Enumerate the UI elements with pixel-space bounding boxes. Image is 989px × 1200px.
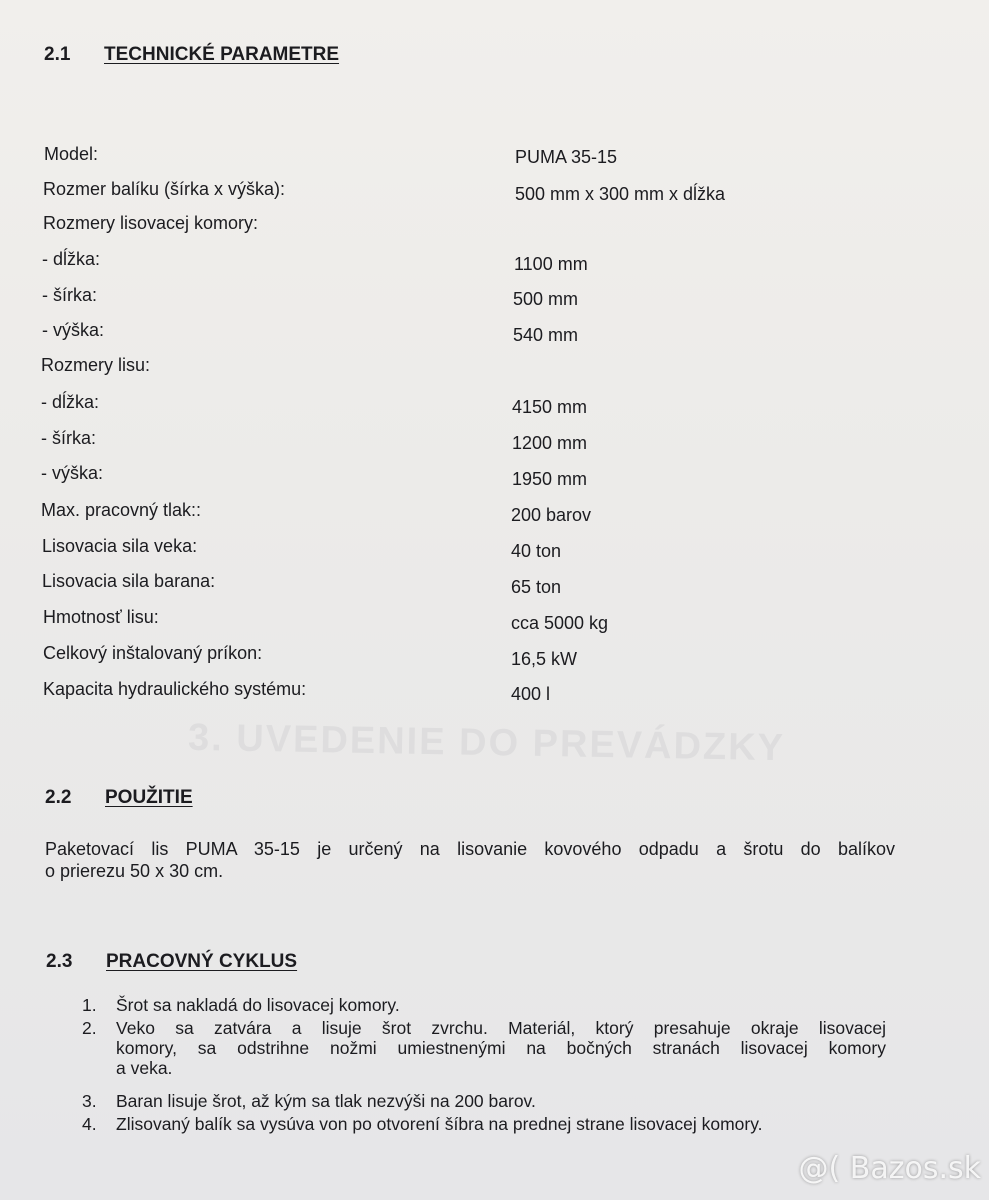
list-item [82, 1114, 892, 1136]
param-label-weight: Hmotnosť lisu: [43, 607, 159, 627]
param-value-bale: 500 mm x 300 mm x dĺžka [515, 184, 726, 204]
param-label-chamber-height: - výška: [42, 320, 105, 340]
usage-paragraph [45, 838, 895, 882]
param-value-ram-force: 65 ton [511, 577, 562, 597]
param-label-press-length: - dĺžka: [41, 392, 100, 412]
param-value-weight: cca 5000 kg [511, 613, 609, 633]
section-heading-work-cycle [46, 951, 297, 973]
param-label-model: Model: [44, 144, 99, 164]
list-item-text-line-3: a veka. [116, 1058, 173, 1078]
param-value-hydraulic: 400 l [511, 684, 551, 704]
param-label-press: Rozmery lisu: [41, 355, 151, 375]
param-value-chamber-width: 500 mm [513, 289, 579, 309]
section-title: TECHNICKÉ PARAMETRE [104, 44, 340, 65]
param-value-chamber-length: 1100 mm [514, 254, 588, 274]
usage-line-1: Paketovací lis PUMA 35-15 je určený na lisovanie kovového odpadu a šrotu do balíkov [45, 839, 895, 859]
param-label-lid-force: Lisovacia sila veka: [42, 536, 198, 556]
param-value-pressure: 200 barov [511, 505, 592, 525]
param-label-press-height: - výška: [41, 463, 104, 483]
param-value-lid-force: 40 ton [511, 541, 562, 561]
bleed-through-heading: 3. UVEDENIE DO PREVÁDZKY [187, 716, 786, 770]
param-label-power: Celkový inštalovaný príkon: [43, 643, 263, 663]
list-item [82, 1091, 892, 1113]
param-label-chamber-length: - dĺžka: [42, 249, 101, 269]
list-item [82, 1018, 892, 1084]
param-value-press-height: 1950 mm [512, 469, 588, 489]
section-heading-technical-parameters [44, 44, 339, 66]
bazos-watermark: @( Bazos.sk [798, 1151, 981, 1186]
list-item-text: Baran lisuje šrot, až kým sa tlak nezvýši na 200 barov. [116, 1091, 536, 1111]
param-label-pressure: Max. pracovný tlak:: [41, 500, 202, 520]
usage-line-2: o prierezu 50 x 30 cm. [45, 861, 224, 881]
list-item [82, 995, 892, 1017]
list-item-text-line-2: komory, sa odstrihne nožmi umiestnenými na bočných stranách lisovacej komory [116, 1038, 886, 1058]
section-number: 2.1 [44, 44, 71, 65]
param-value-model: PUMA 35-15 [515, 147, 618, 167]
param-label-hydraulic: Kapacita hydraulického systému: [43, 679, 307, 699]
list-item-number: 1. [82, 995, 97, 1015]
param-value-press-length: 4150 mm [512, 397, 588, 417]
param-label-ram-force: Lisovacia sila barana: [42, 571, 216, 591]
list-item-number: 3. [82, 1091, 97, 1111]
param-label-bale: Rozmer balíku (šírka x výška): [43, 179, 286, 199]
section-number: 2.2 [45, 787, 72, 808]
param-label-chamber: Rozmery lisovacej komory: [43, 213, 259, 233]
section-number: 2.3 [46, 951, 73, 972]
section-title: POUŽITIE [105, 787, 193, 808]
param-label-chamber-width: - šírka: [42, 285, 98, 305]
param-value-chamber-height: 540 mm [513, 325, 579, 345]
list-item-text-line-1: Veko sa zatvára a lisuje šrot zvrchu. Materiál, ktorý presahuje okraje lisovacej [116, 1018, 886, 1038]
section-title: PRACOVNÝ CYKLUS [106, 951, 298, 972]
list-item-number: 2. [82, 1018, 97, 1038]
list-item-text: Zlisovaný balík sa vysúva von po otvorení šíbra na prednej strane lisovacej komory. [116, 1114, 763, 1134]
param-value-power: 16,5 kW [511, 649, 578, 669]
list-item-text: Šrot sa nakladá do lisovacej komory. [116, 995, 400, 1015]
section-heading-usage [45, 787, 193, 809]
param-label-press-width: - šírka: [41, 428, 97, 448]
list-item-number: 4. [82, 1114, 97, 1134]
param-value-press-width: 1200 mm [512, 433, 588, 453]
